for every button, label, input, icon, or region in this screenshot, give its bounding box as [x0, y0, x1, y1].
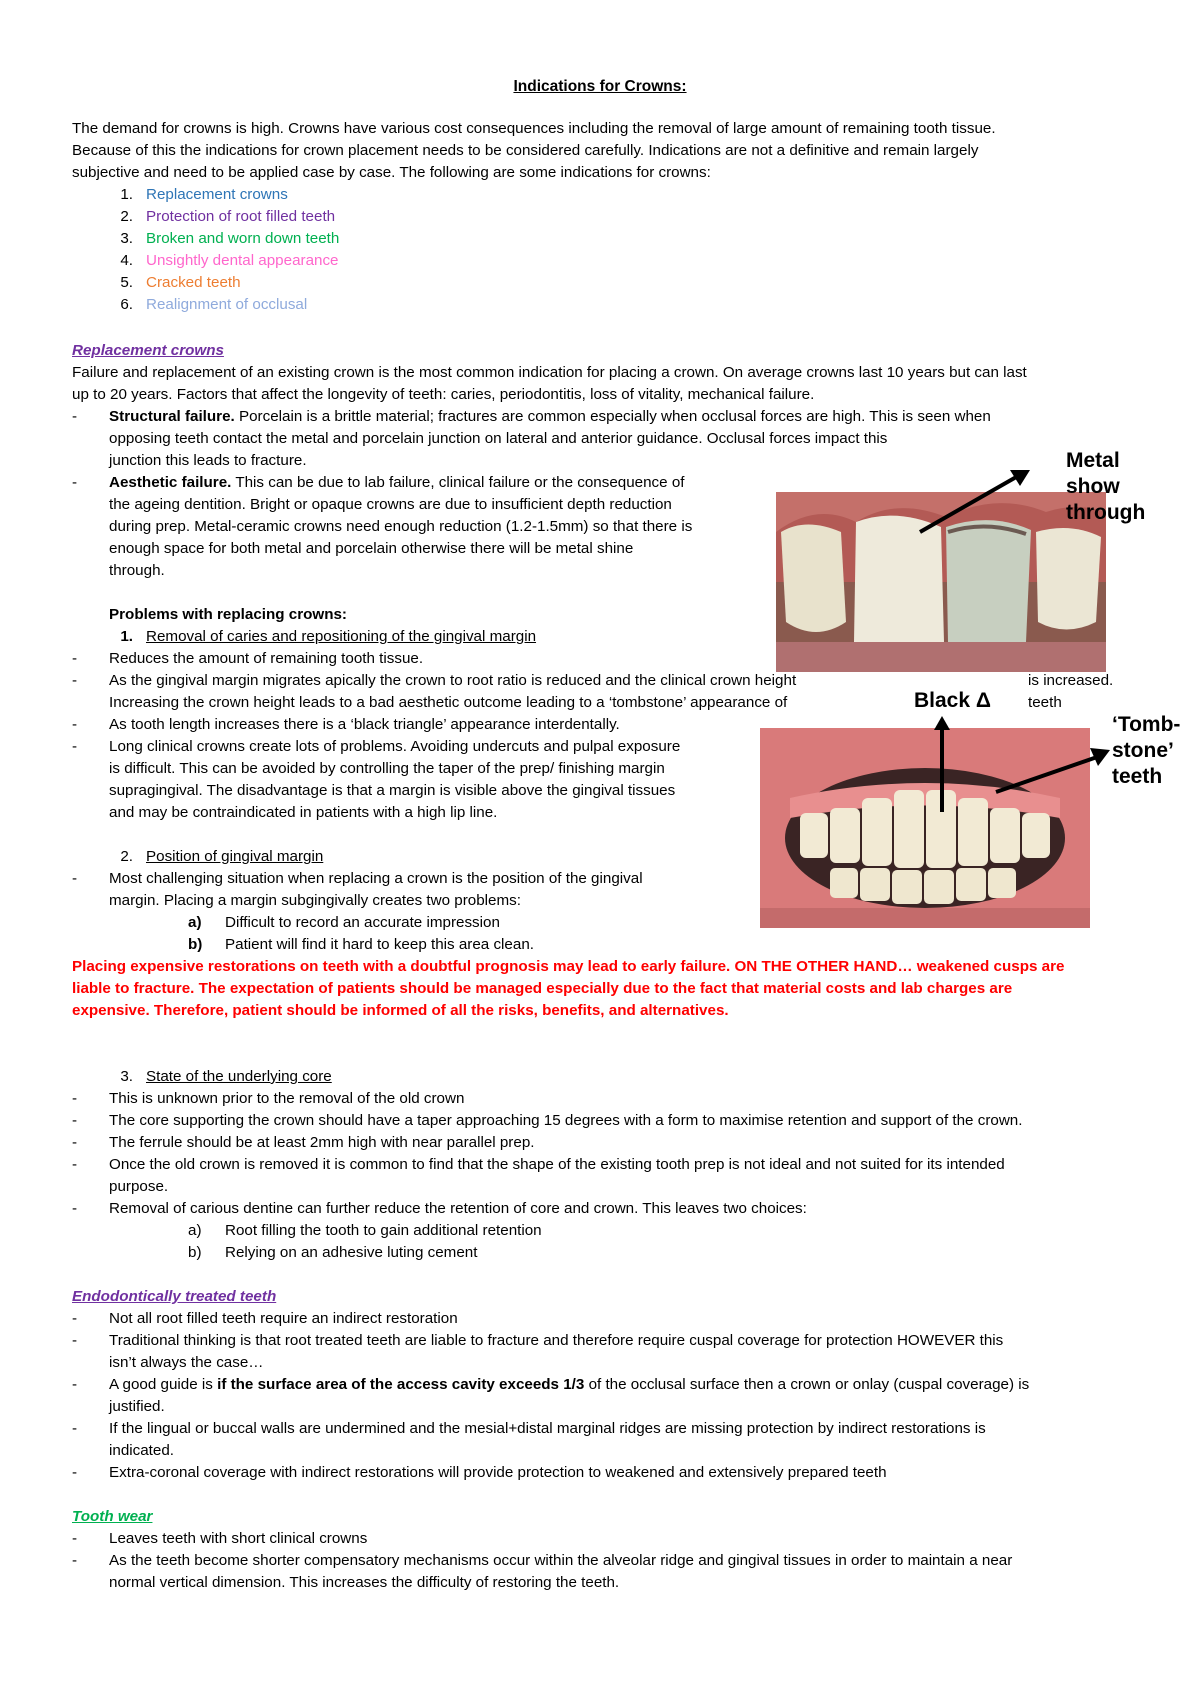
intro-line: Because of this the indications for crown placement needs to be considered carefully. Indications are not a definitive and remain largely [72, 142, 979, 159]
problem-3-bullet: Removal of carious dentine can further reduce the retention of core and crown. This leaves two choices: [109, 1200, 807, 1217]
wear-bullet: normal vertical dimension. This increases the difficulty of restoring the teeth. [109, 1574, 620, 1591]
warning-text: Placing expensive restorations on teeth with a doubtful prognosis may lead to early failure. ON THE OTHER HAND… weakened cusps are [72, 958, 1065, 975]
problem-1-bullet: Long clinical crowns create lots of problems. Avoiding undercuts and pulpal exposure [109, 738, 681, 755]
sub-item-letter: a) [188, 914, 202, 931]
endo-bullet: justified. [109, 1398, 165, 1415]
endo-bullet: Extra-coronal coverage with indirect restorations will provide protection to weakened and extensively prepared teeth [109, 1464, 887, 1481]
endo-bullet: isn’t always the case… [109, 1354, 264, 1371]
problem-1-title: Removal of caries and repositioning of the gingival margin [146, 628, 537, 645]
problem-3-bullet: This is unknown prior to the removal of the old crown [109, 1090, 465, 1107]
endo-bullet-part: A good guide is [109, 1376, 218, 1393]
label-metal [1066, 448, 1145, 526]
warning-text: expensive. Therefore, patient should be informed of all the risks, benefits, and alternatives. [72, 1002, 729, 1019]
endo-bullet: indicated. [109, 1442, 175, 1459]
indication-number: 3. [120, 230, 133, 247]
indication-number: 5. [120, 274, 133, 291]
replacement-intro: Failure and replacement of an existing crown is the most common indication for placing a crown. On average crowns last 10 years but can last [72, 364, 1027, 381]
problem-2-bullet: margin. Placing a margin subgingivally creates two problems: [109, 892, 521, 909]
problem-1-bullet: Increasing the crown height leads to a bad aesthetic outcome leading to a ‘tombstone’ appearance of [109, 694, 788, 711]
aesthetic-failure-label: Aesthetic failure. [109, 474, 232, 491]
indication-item: Broken and worn down teeth [146, 230, 340, 247]
section-heading-replacement: Replacement crowns [72, 342, 224, 359]
problem-1-bullet: and may be contraindicated in patients with a high lip line. [109, 804, 498, 821]
problem-1-bullet: As the gingival margin migrates apically the crown to root ratio is reduced and the clinical crown height [109, 672, 797, 689]
aesthetic-failure-text: enough space for both metal and porcelain otherwise there will be metal shine [109, 540, 634, 557]
problem-number: 3. [120, 1068, 133, 1085]
endo-bullet: Traditional thinking is that root treated teeth are liable to fracture and therefore require cuspal coverage for protection HOWEVER this [109, 1332, 1004, 1349]
indication-item: Protection of root filled teeth [146, 208, 336, 225]
wear-bullet: As the teeth become shorter compensatory mechanisms occur within the alveolar ridge and gingival tissues in order to maintain a near [109, 1552, 1013, 1569]
aesthetic-failure-text: during prep. Metal-ceramic crowns need enough reduction (1.2-1.5mm) so that there is [109, 518, 693, 535]
label-line: stone’ [1112, 739, 1174, 762]
problem-1-bullet: As tooth length increases there is a ‘black triangle’ appearance interdentally. [109, 716, 620, 733]
bullet-dash: - [72, 1134, 78, 1151]
wear-bullet: Leaves teeth with short clinical crowns [109, 1530, 368, 1547]
bullet-dash: - [72, 716, 78, 733]
indication-item: Cracked teeth [146, 274, 241, 291]
bullet-dash: - [72, 738, 78, 755]
endo-bullet [109, 1374, 1029, 1396]
problem-3-bullet: The ferrule should be at least 2mm high with near parallel prep. [109, 1134, 535, 1151]
section-heading-wear: Tooth wear [72, 1508, 153, 1525]
label-line: teeth [1112, 765, 1163, 788]
label-line: show [1066, 475, 1120, 498]
label-line: Metal [1066, 449, 1120, 472]
sub-item-text: Difficult to record an accurate impression [225, 914, 500, 931]
sub-item-letter: b) [188, 1244, 202, 1261]
endo-bullet-part: of the occlusal surface then a crown or onlay (cuspal coverage) is [584, 1376, 1030, 1393]
bullet-dash: - [72, 650, 78, 667]
sub-item-text: Patient will find it hard to keep this area clean. [225, 936, 534, 953]
problem-3-title: State of the underlying core [146, 1068, 332, 1085]
arrow-tombstone [990, 740, 1120, 800]
bullet-dash: - [72, 870, 78, 887]
intro-line: The demand for crowns is high. Crowns have various cost consequences including the removal of large amount of remaining tooth tissue. [72, 120, 996, 137]
replacement-intro: up to 20 years. Factors that affect the longevity of teeth: caries, periodontitis, loss of vitality, mechanical failure. [72, 386, 815, 403]
structural-failure-text: junction this leads to fracture. [109, 452, 307, 469]
problem-3-bullet: Once the old crown is removed it is common to find that the shape of the existing tooth prep is not ideal and not suited for its intended [109, 1156, 1005, 1173]
problem-1-tail: teeth [1028, 694, 1062, 711]
indication-item: Unsightly dental appearance [146, 252, 339, 269]
bullet-dash: - [72, 1552, 78, 1569]
page-title: Indications for Crowns: [513, 78, 687, 95]
structural-failure-text: opposing teeth contact the metal and porcelain junction on lateral and anterior guidance. Occlusal forces impact this [109, 430, 888, 447]
structural-failure-line [109, 406, 991, 428]
label-line: through [1066, 501, 1146, 524]
problem-number: 2. [120, 848, 133, 865]
label-black-triangle: Black Δ [914, 689, 991, 712]
label-line: ‘Tomb- [1112, 713, 1181, 736]
bullet-dash: - [72, 1464, 78, 1481]
aesthetic-failure-text: through. [109, 562, 165, 579]
sub-item-text: Root filling the tooth to gain additional retention [225, 1222, 542, 1239]
bullet-dash: - [72, 1332, 78, 1349]
bullet-dash: - [72, 1156, 78, 1173]
indication-item: Replacement crowns [146, 186, 288, 203]
arrow-metal [900, 460, 1040, 550]
structural-failure-text: Porcelain is a brittle material; fractures are common especially when occlusal forces are high. This is seen when [234, 408, 991, 425]
bullet-dash: - [72, 672, 78, 689]
bullet-dash: - [72, 1200, 78, 1217]
bullet-dash: - [72, 1310, 78, 1327]
bullet-dash: - [72, 1112, 78, 1129]
indication-number: 2. [120, 208, 133, 225]
problem-number: 1. [120, 628, 133, 645]
problem-2-title: Position of gingival margin [146, 848, 324, 865]
section-heading-endo: Endodontically treated teeth [72, 1288, 277, 1305]
indication-number: 4. [120, 252, 133, 269]
problem-1-bullet: Reduces the amount of remaining tooth tissue. [109, 650, 424, 667]
aesthetic-failure-text: This can be due to lab failure, clinical failure or the consequence of [231, 474, 685, 491]
indication-item: Realignment of occlusal [146, 296, 308, 313]
problem-3-bullet: purpose. [109, 1178, 169, 1195]
bullet-dash: - [72, 1530, 78, 1547]
aesthetic-failure-line [109, 472, 684, 494]
bullet-dash: - [72, 1420, 78, 1437]
problem-1-bullet: is difficult. This can be avoided by controlling the taper of the prep/ finishing margin [109, 760, 665, 777]
intro-line: subjective and need to be applied case by case. The following are some indications for crowns: [72, 164, 711, 181]
sub-item-letter: a) [188, 1222, 202, 1239]
arrow-black-triangle [930, 712, 954, 822]
bullet-dash: - [72, 474, 78, 491]
sub-item-text: Relying on an adhesive luting cement [225, 1244, 478, 1261]
endo-bullet: Not all root filled teeth require an indirect restoration [109, 1310, 458, 1327]
aesthetic-failure-text: the ageing dentition. Bright or opaque crowns are due to insufficient depth reduction [109, 496, 672, 513]
warning-text: liable to fracture. The expectation of patients should be managed especially due to the fact that material costs and lab charges are [72, 980, 1013, 997]
label-tombstone [1112, 712, 1180, 790]
problem-1-tail: is increased. [1028, 672, 1114, 689]
bullet-dash: - [72, 1090, 78, 1107]
problem-1-bullet: supragingival. The disadvantage is that a margin is visible above the gingival tissues [109, 782, 676, 799]
structural-failure-label: Structural failure. [109, 408, 235, 425]
bullet-dash: - [72, 408, 78, 425]
bullet-dash: - [72, 1376, 78, 1393]
sub-item-letter: b) [188, 936, 203, 953]
problems-heading: Problems with replacing crowns: [109, 606, 347, 623]
indication-number: 1. [120, 186, 133, 203]
problem-2-bullet: Most challenging situation when replacing a crown is the position of the gingival [109, 870, 643, 887]
endo-bullet: If the lingual or buccal walls are undermined and the mesial+distal marginal ridges are missing protection by indirect restorations is [109, 1420, 986, 1437]
indication-number: 6. [120, 296, 133, 313]
problem-3-bullet: The core supporting the crown should have a taper approaching 15 degrees with a form to maximise retention and support of the crown. [109, 1112, 1023, 1129]
endo-bullet-bold: if the surface area of the access cavity exceeds 1/3 [217, 1376, 585, 1393]
